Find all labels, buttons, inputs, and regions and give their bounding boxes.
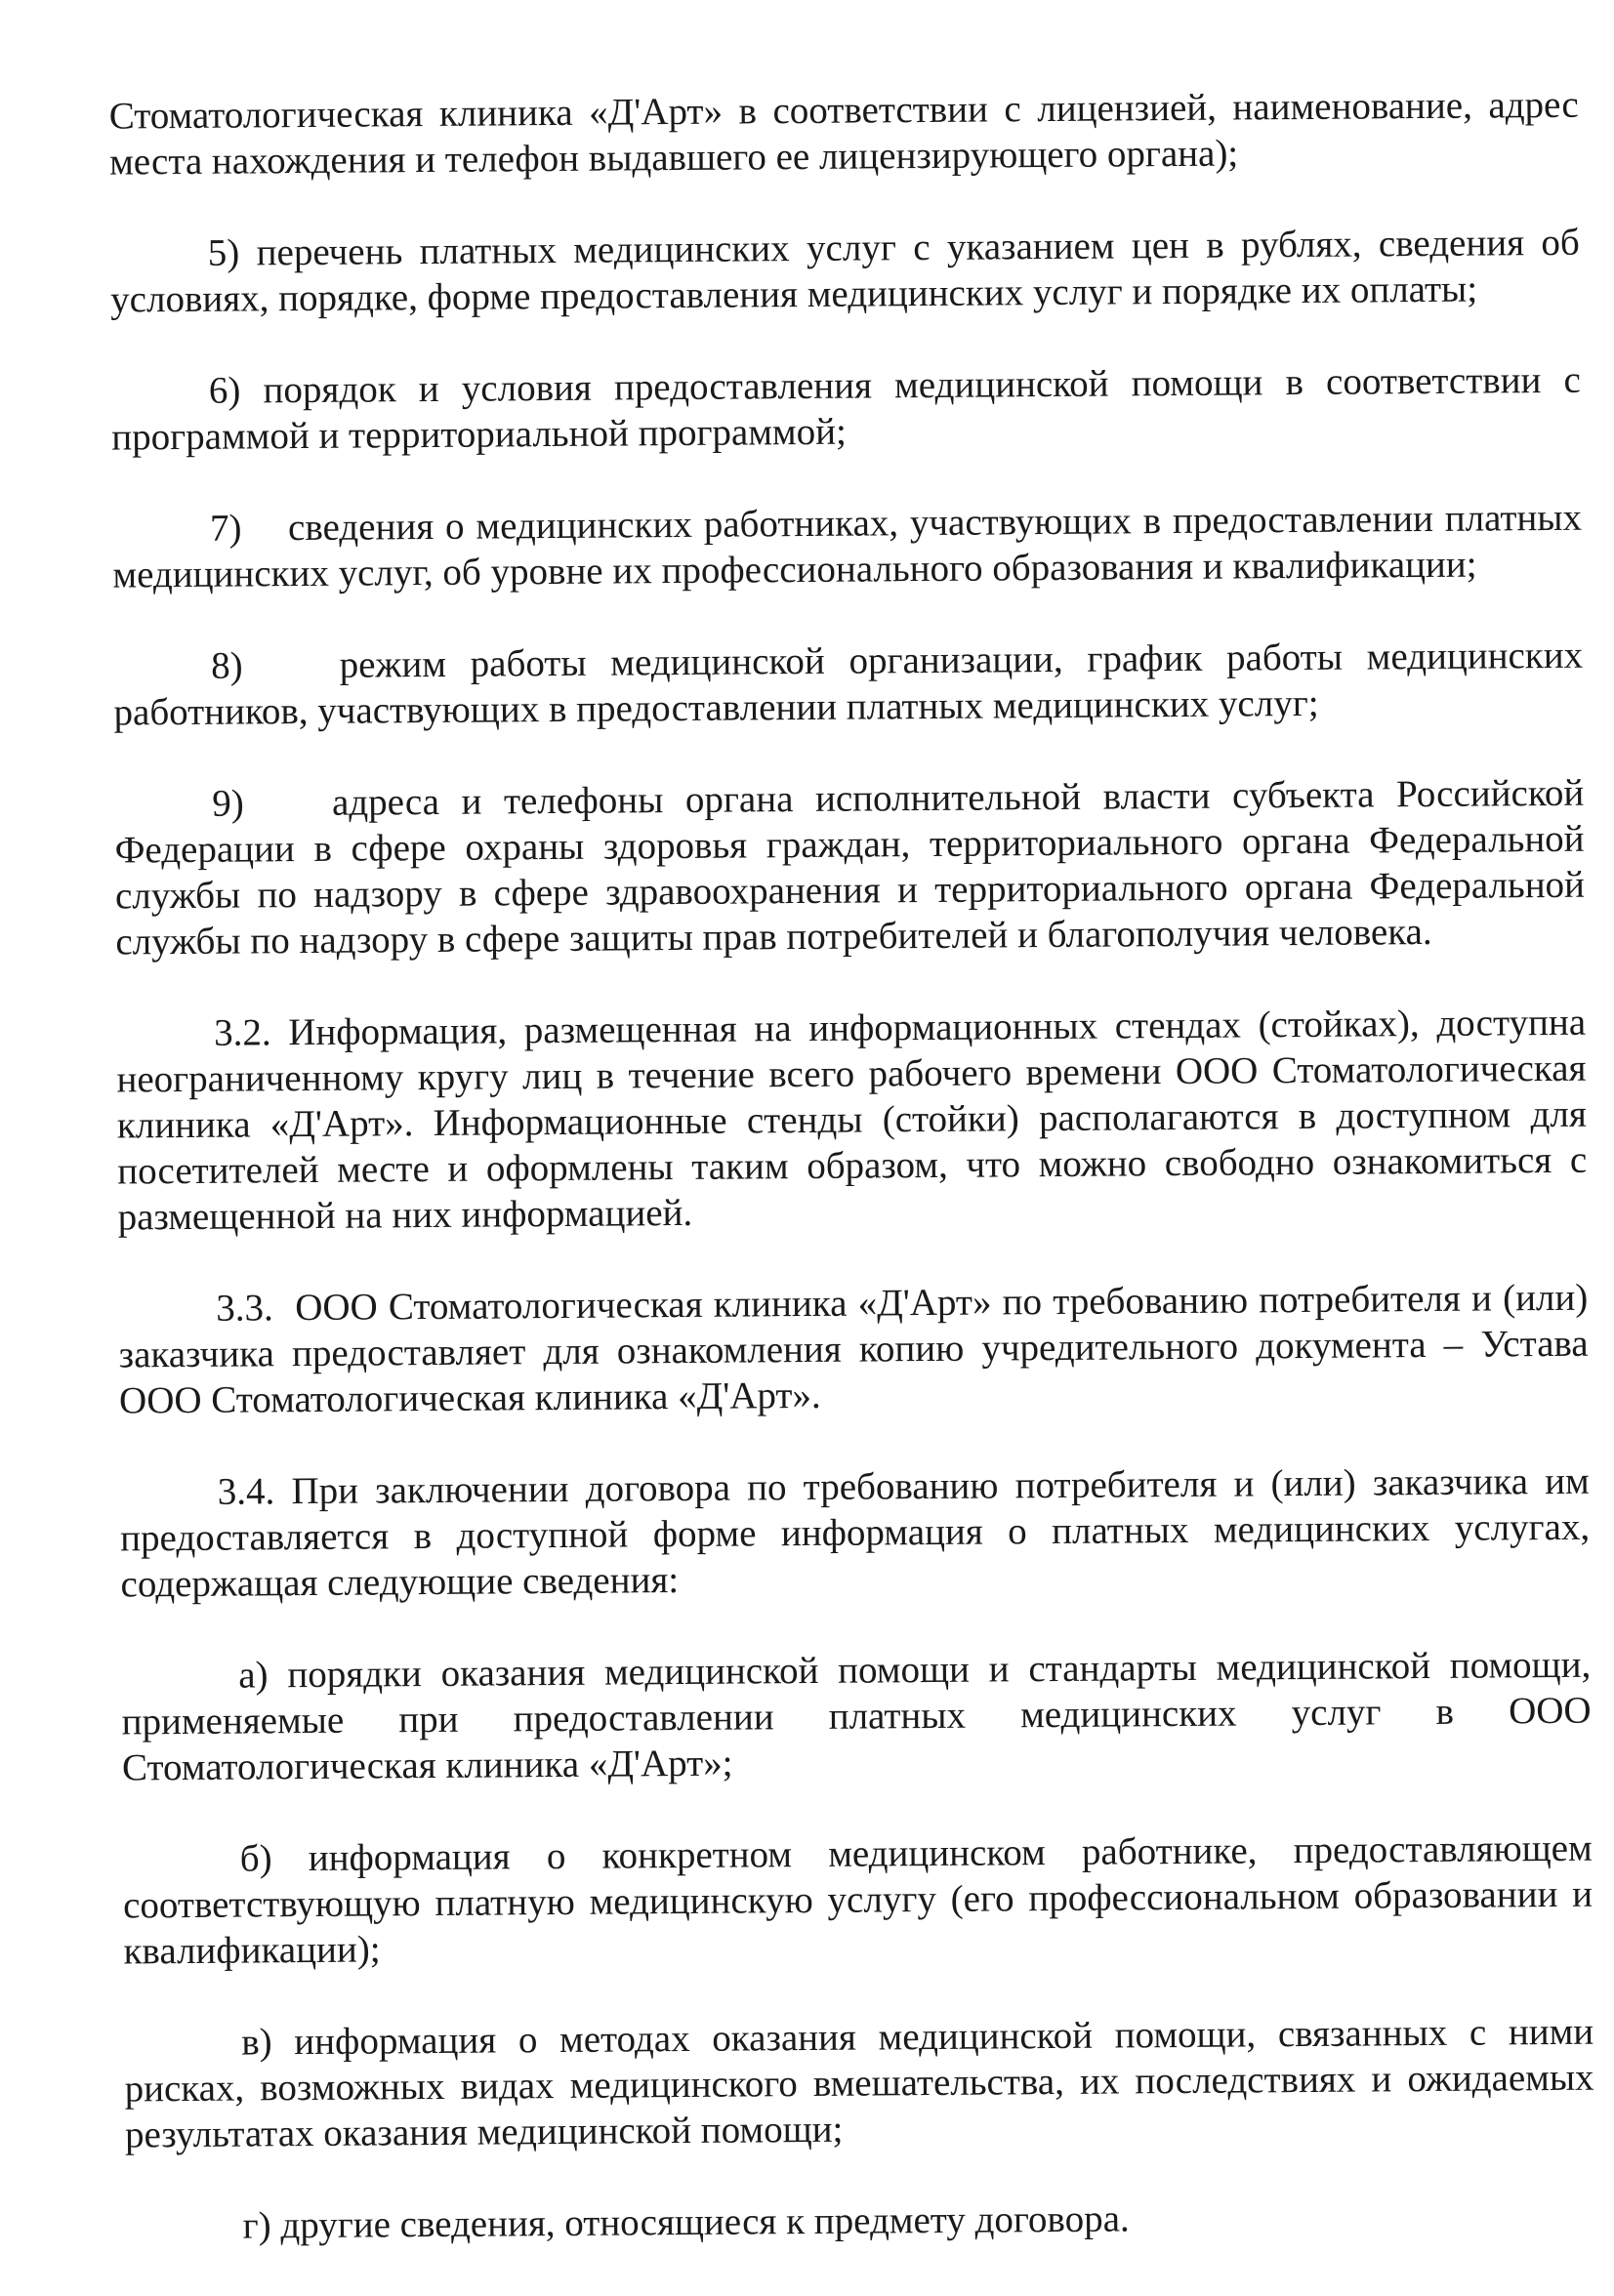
paragraph-subitem-b: б) информация о конкретном медицинском работнике, предоставляющем соответствующую платную медицинскую услугу (его профессиональном образовании и квалификации); — [122, 1826, 1593, 1973]
paragraph-section-3-4: 3.4. При заключении договора по требованию потребителя и (или) заказчика им предоставляется в доступной форме информация о платных медицинских услугах, содержащая следующие сведения: — [120, 1459, 1591, 1606]
paragraph-item-6: 6) порядок и условия предоставления медицинской помощи в соответствии с программой и территориальной программой; — [111, 358, 1582, 459]
paragraph-subitem-a: а) порядки оказания медицинской помощи и стандарты медицинской помощи, применяемые при предоставлении платных медицинских услуг в ООО Стоматологическая клиника «Д'Арт»; — [121, 1643, 1592, 1789]
paragraph-item-7: 7) сведения о медицинских работниках, участвующих в предоставлении платных медицинских услуг, об уровне их профессионального образования и квалификации; — [112, 496, 1583, 596]
paragraph-section-3-3: 3.3. ООО Стоматологическая клиника «Д'Арт» по требованию потребителя и (или) заказчика предоставляет для ознакомления копию учредительного документа – Устава ООО Стоматологическая клиника «Д'Арт». — [118, 1276, 1589, 1422]
paragraph-continuation: Стоматологическая клиника «Д'Арт» в соответствии с лицензией, наименование, адрес места нахождения и телефон выдавшего ее лицензирующего органа); — [108, 83, 1579, 184]
paragraph-section-3-2: 3.2. Информация, размещенная на информационных стендах (стойках), доступна неограниченному кругу лиц в течение всего рабочего времени ООО Стоматологическая клиника «Д'Арт». Информационные стенды (стойки) располагаются в доступном для посетителей месте и оформлены таким образом, что можно свободно ознакомиться с размещенной на них информацией. — [116, 1001, 1588, 1239]
paragraph-item-9: 9) адреса и телефоны органа исполнительной власти субъекта Российской Федерации в сфере охраны здоровья граждан, территориального органа Федеральной службы по надзору в сфере здравоохранения и территориального органа Федеральной службы по надзору в сфере защиты прав потребителей и благополучия человека. — [114, 771, 1586, 964]
paragraph-item-5: 5) перечень платных медицинских услуг с указанием цен в рублях, сведения об условиях, порядке, форме предоставления медицинских услуг и порядке их оплаты; — [110, 221, 1580, 321]
document-body — [109, 82, 1596, 2296]
paragraph-subitem-g: г) другие сведения, относящиеся к предмету договора. — [242, 2197, 1130, 2247]
paragraph-subitem-v: в) информация о методах оказания медицинской помощи, связанных с ними рисках, возможных видах медицинского вмешательства, их последствиях и ожидаемых результатах оказания медицинской помощи; — [124, 2010, 1594, 2156]
paragraph-item-8: 8) режим работы медицинской организации, график работы медицинских работников, участвующих в предоставлении платных медицинских услуг; — [113, 634, 1584, 734]
